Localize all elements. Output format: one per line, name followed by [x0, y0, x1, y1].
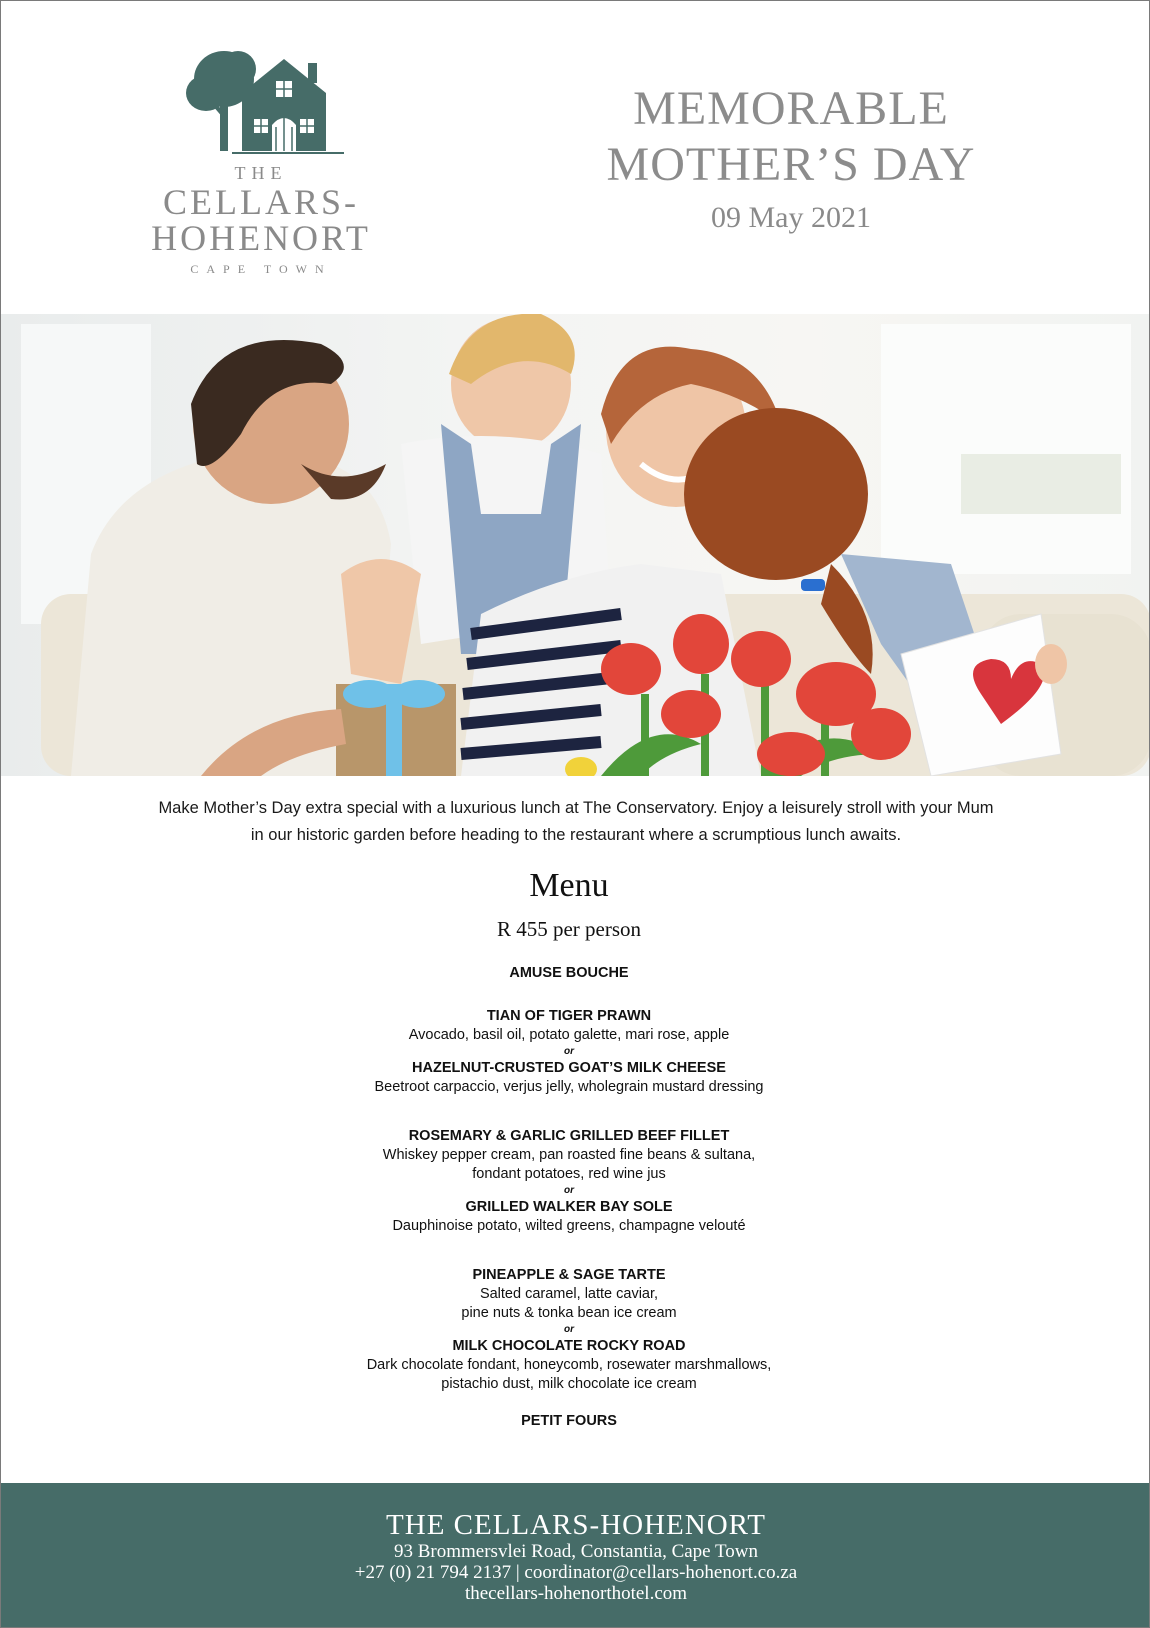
course-starter: [1, 1007, 1137, 1097]
dish-main-b: GRILLED WALKER BAY SOLE: [465, 1199, 673, 1215]
logo-city: CAPE TOWN: [190, 262, 332, 276]
menu-title: Menu: [529, 867, 609, 904]
course-amuse: [1, 964, 1137, 983]
dish-dessert-b-desc2: pistachio dust, milk chocolate ice cream: [441, 1376, 697, 1392]
menu-price: R 455 per person: [496, 917, 642, 941]
logo-name-line2: HOHENORT: [151, 218, 371, 258]
event-title-line2: MOTHER’S DAY: [606, 138, 976, 191]
dish-starter-a-desc: Avocado, basil oil, potato galette, mari rose, apple: [408, 1027, 730, 1043]
dish-starter-b-desc: Beetroot carpaccio, verjus jelly, wholegrain mustard dressing: [374, 1079, 764, 1095]
intro-line2: in our historic garden before heading to the restaurant where a scrumptious lunch awaits.: [250, 826, 902, 844]
dish-main-b-desc: Dauphinoise potato, wilted greens, champagne velouté: [392, 1218, 746, 1234]
footer-hotel-name: THE CELLARS-HOHENORT: [386, 1509, 766, 1541]
course-petit-fours: [1, 1412, 1137, 1431]
event-title-block: [561, 81, 1021, 235]
logo-the: THE: [234, 163, 288, 183]
family-photo-illustration: [1, 314, 1150, 776]
dish-starter-a: TIAN OF TIGER PRAWN: [486, 1008, 652, 1024]
dish-starter-b: HAZELNUT-CRUSTED GOAT’S MILK CHEESE: [412, 1060, 726, 1076]
footer-contact[interactable]: +27 (0) 21 794 2137 | coordinator@cellars-hohenort.co.za: [354, 1562, 798, 1583]
dish-main-a-desc1: Whiskey pepper cream, pan roasted fine beans & sultana,: [382, 1147, 756, 1163]
footer-address: 93 Brommersvlei Road, Constantia, Cape Town: [393, 1541, 759, 1562]
dish-main-a-desc2: fondant potatoes, red wine jus: [472, 1166, 666, 1182]
or-separator: or: [564, 1185, 574, 1196]
dish-dessert-a: PINEAPPLE & SAGE TARTE: [472, 1267, 666, 1283]
intro-text: [111, 795, 1041, 849]
course-main: [1, 1127, 1137, 1236]
event-title-line1: MEMORABLE: [633, 82, 949, 135]
dish-amuse-bouche: AMUSE BOUCHE: [509, 965, 629, 981]
or-separator: or: [564, 1324, 574, 1335]
family-photo: [1, 314, 1150, 776]
logo-name-line1: CELLARS-: [162, 182, 359, 222]
house-tree-logo-icon: [176, 41, 346, 159]
dish-dessert-b: MILK CHOCOLATE ROCKY ROAD: [452, 1338, 686, 1354]
course-dessert: [1, 1266, 1137, 1394]
intro-line1: Make Mother’s Day extra special with a luxurious lunch at The Conservatory. Enjoy a leisurely stroll with your Mum: [158, 799, 994, 817]
event-date: 09 May 2021: [711, 201, 871, 234]
dish-petit-fours: PETIT FOURS: [521, 1413, 617, 1429]
footer-website-link[interactable]: thecellars-hohenorthotel.com: [464, 1583, 688, 1604]
dish-dessert-a-desc2: pine nuts & tonka bean ice cream: [461, 1305, 677, 1321]
dish-dessert-a-desc1: Salted caramel, latte caviar,: [479, 1286, 659, 1302]
dish-main-a: ROSEMARY & GARLIC GRILLED BEEF FILLET: [408, 1128, 730, 1144]
or-separator: or: [564, 1046, 574, 1057]
footer: [1, 1483, 1150, 1628]
hotel-logo: [121, 41, 401, 291]
dish-dessert-b-desc1: Dark chocolate fondant, honeycomb, rosewater marshmallows,: [366, 1357, 772, 1373]
